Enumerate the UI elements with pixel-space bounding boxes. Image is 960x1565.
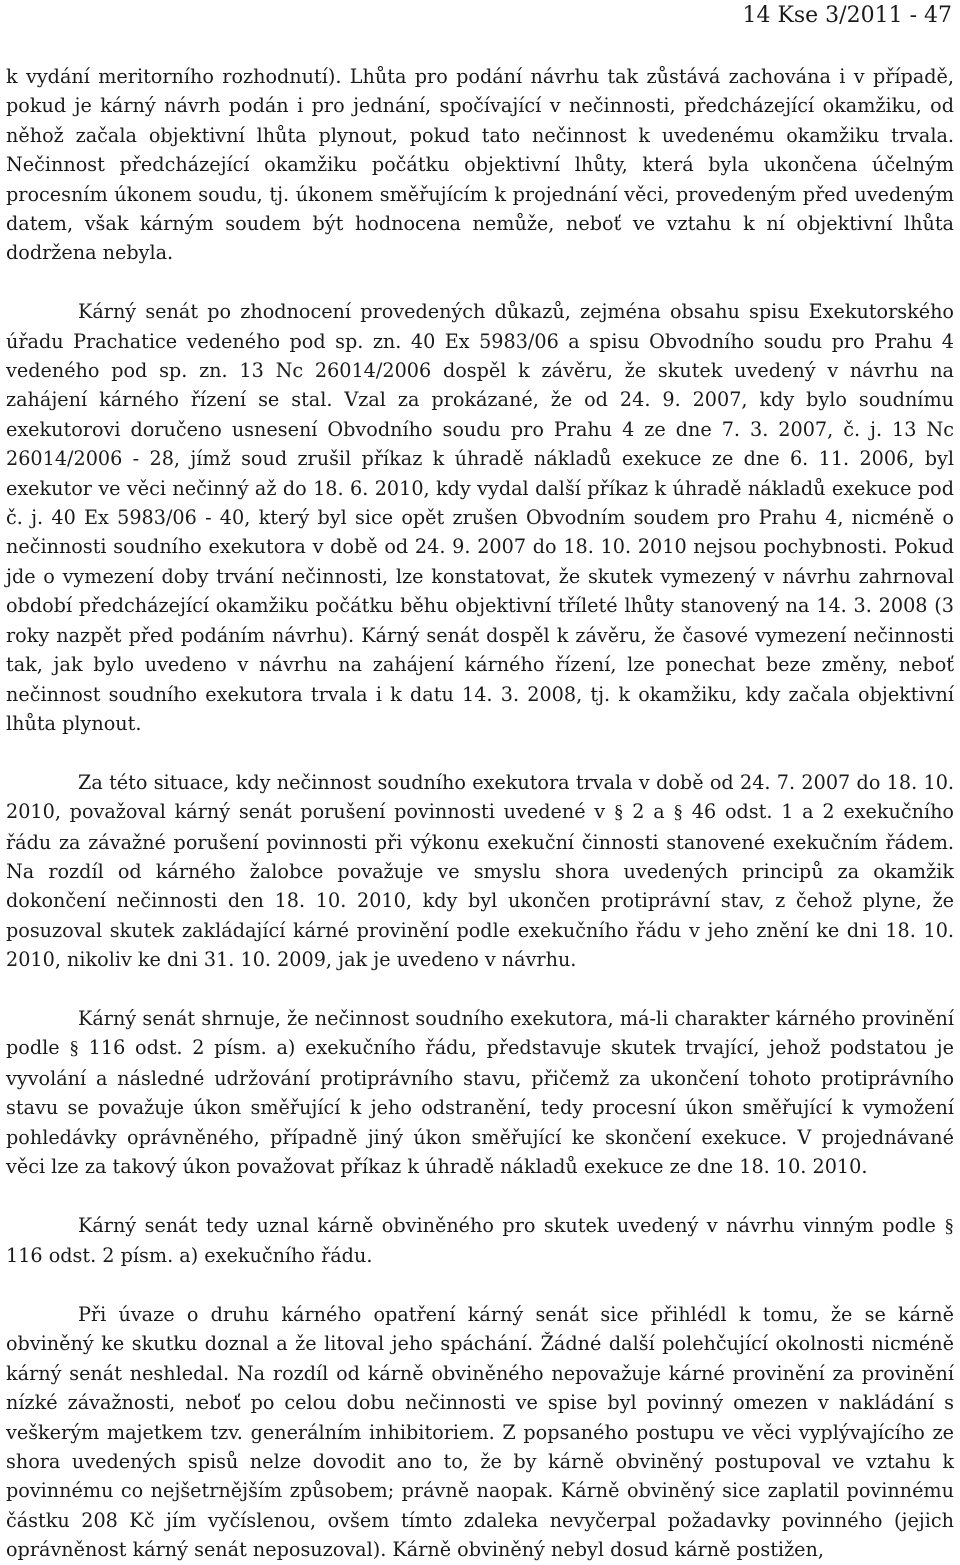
paragraph-gap [6,268,954,297]
paragraph-limitation-period: k vydání meritorního rozhodnutí). Lhůta pro podání návrhu tak zůstává zachována i v případě, pokud je kárný návrh podán i pro jednání, spočívající v nečinnosti, předcházející okamžiku, od něhož začala objektivní lhůta plynout, pokud tato nečinnost k uvedenému okamžiku trvala. Nečinnost předcházející okamžiku počátku objektivní lhůty, která byla ukončena účelným procesním úkonem soudu, tj. úkonem směřujícím k projednání věci, provedeným před uvedeným datem, však kárným soudem být hodnocena nemůže, neboť ve vztahu k ní objektivní lhůta dodržena nebyla. [6,65,954,265]
paragraph-gap [6,738,954,767]
paragraph-gap [6,1271,954,1300]
section-sign: § [613,802,624,824]
paragraph-summary [6,1004,954,1181]
paragraph-gap [6,1181,954,1210]
page-header-reference: 14 Kse 3/2011 - 47 [742,3,952,28]
paragraph-text-segment: Kárný senát tedy uznal kárně obviněného pro skutek uvedený v návrhu vinným podle [78,1213,945,1237]
section-sign: § [673,802,684,824]
paragraph-sanction-consideration: Při úvaze o druhu kárného opatření kárný senát sice přihlédl k tomu, že se kárně obviněný ke skutku doznal a že litoval jeho spáchání. Žádné další polehčující okolnosti nicméně kárný senát neshledal. Na rozdíl od kárně obviněného nepovažuje kárné provinění za provinění nízké závažnosti, neboť po celou dobu nečinnosti ve spise byl povinný omezen v nakládání s veškerým majetkem tzv. generálním inhibitoriem. Z popsaného postupu ve věci vyplývajícího ze shora uvedených spisů nelze dovodit ano to, že by kárně obviněný postupoval ve vztahu k povinnému co nejšetrnějším způsobem; právně naopak. Kárně obviněný sice zaplatil povinnému částku 208 Kč jím vyčíslenou, ovšem tímto zdaleka nevyčerpal požadavky povinného (jejich oprávněnost kárný senát neposuzoval). Kárně obviněný nebyl dosud kárně postižen, [6,1302,954,1562]
section-sign: § [944,1215,954,1237]
paragraph-serious-breach [6,768,954,975]
paragraph-gap [6,975,954,1004]
paragraph-text-segment: Za této situace, kdy nečinnost soudního exekutora trvala v době od 24. 7. 2007 do 18. 10. 2010, považoval kárný senát porušení povinnosti uvedené v [6,770,954,824]
paragraph-text-segment: 116 odst. 2 písm. a) exekučního řádu. [6,1244,373,1268]
paragraph-text-segment: 46 odst. 1 a 2 exekučního řádu za závažné porušení povinnosti při výkonu exekuční činnosti stanovené exekučním řádem. Na rozdíl od kárného žalobce považuje ve smyslu shora uvedených principů za okamžik dokončení nečinnosti den 18. 10. 2010, kdy byl ukončen protiprávní stav, z čehož plyne, že posuzoval skutek zakládající kárné provinění podle exekučního řádu v jeho znění ke dni 18. 10. 2010, nikoliv ke dni 31. 10. 2009, jak je uvedeno v návrhu. [6,800,954,972]
document-body [6,62,954,1565]
paragraph-text-segment: 116 odst. 2 písm. a) exekučního řádu, představuje skutek trvající, jehož podstatou je vyvolání a následné udržování protiprávního stavu, přičemž za ukončení tohoto protiprávního stavu se považuje úkon směřující k jeho odstranění, tedy procesní úkon směřující k vymožení pohledávky oprávněného, případně jiný úkon směřující ke skončení exekuce. V projednávané věci lze za takový úkon považovat příkaz k úhradě nákladů exekuce ze dne 18. 10. 2010. [6,1036,954,1178]
paragraph-text-segment: Kárný senát shrnuje, že nečinnost soudního exekutora, má-li charakter kárného provinění podle [6,1006,954,1060]
paragraph-text-segment: 2 a [623,800,674,824]
paragraph-evidence-assessment: Kárný senát po zhodnocení provedených důkazů, zejména obsahu spisu Exekutorského úřadu Prachatice vedeného pod sp. zn. 40 Ex 5983/06 a spisu Obvodního soudu pro Prahu 4 vedeného pod sp. zn. 13 Nc 26014/2006 dospěl k závěru, že skutek uvedený v návrhu na zahájení kárného řízení se stal. Vzal za prokázané, že od 24. 9. 2007, kdy bylo soudnímu exekutorovi doručeno usnesení Obvodního soudu pro Prahu 4 ze dne 7. 3. 2007, č. j. 13 Nc 26014/2006 - 28, jímž soud zrušil příkaz k úhradě nákladů exekuce ze dne 6. 11. 2006, byl exekutor ve věci nečinný až do 18. 6. 2010, kdy vydal další příkaz k úhradě nákladů exekuce pod č. j. 40 Ex 5983/06 - 40, který byl sice opět zrušen Obvodním soudem pro Prahu 4, nicméně o nečinnosti soudního exekutora v době od 24. 9. 2007 do 18. 10. 2010 nejsou pochybnosti. Pokud jde o vymezení doby trvání nečinnosti, lze konstatovat, že skutek vymezený v návrhu zahrnoval období předcházející okamžiku počátku běhu objektivní tříleté lhůty stanovený na 14. 3. 2008 (3 roky nazpět před podáním návrhu). Kárný senát dospěl k závěru, že časové vymezení nečinnosti tak, jak bylo uvedeno v návrhu na zahájení kárného řízení, lze ponechat beze změny, neboť nečinnost soudního exekutora trvala i k datu 14. 3. 2008, tj. k okamžiku, kdy začala objektivní lhůta plynout. [6,300,954,735]
section-sign: § [69,1038,79,1060]
paragraph-verdict [6,1211,954,1271]
